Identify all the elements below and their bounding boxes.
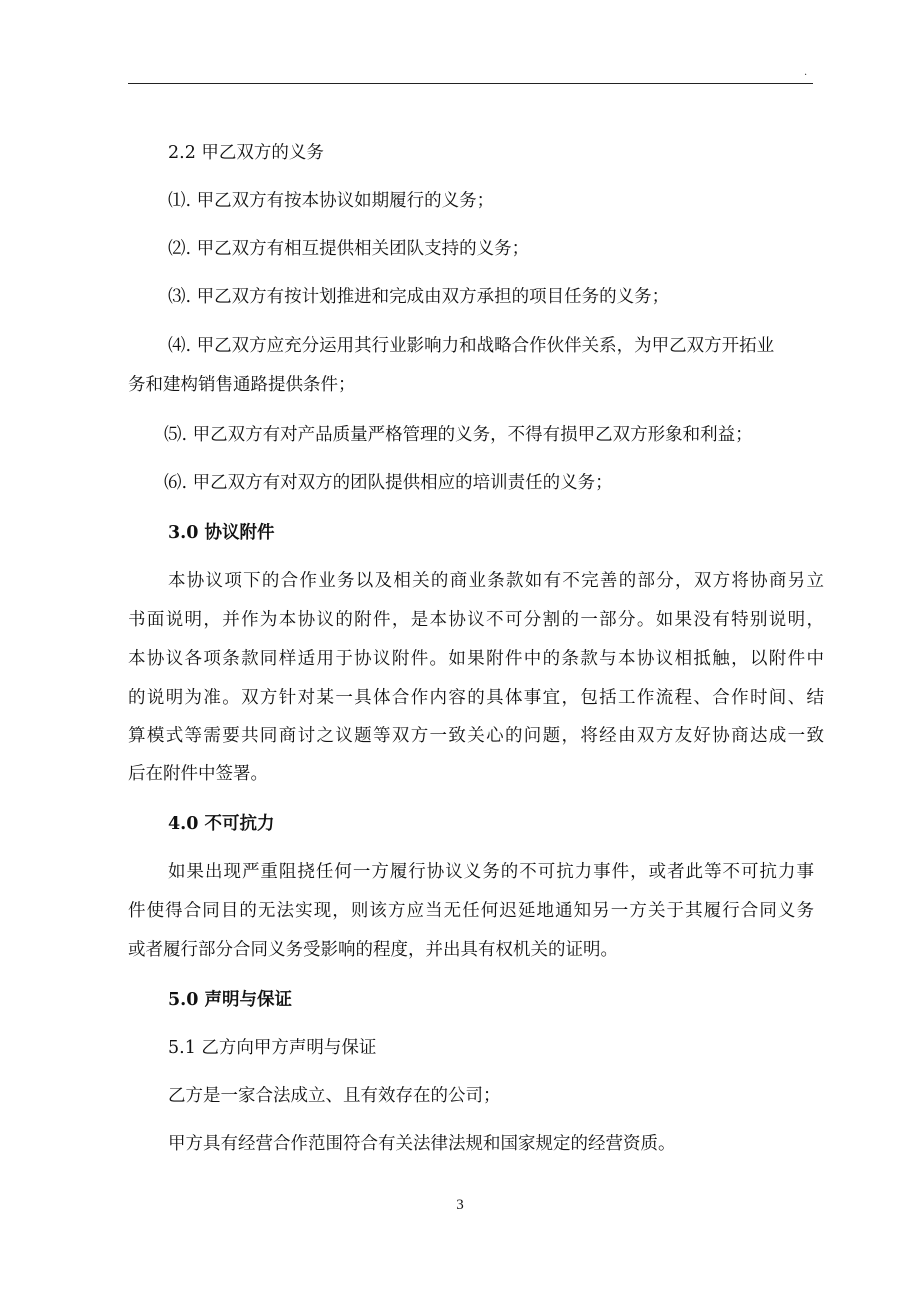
obligation-item-3: ⑶. 甲乙双方有按计划推进和完成由双方承担的项目任务的义务；: [168, 287, 670, 307]
attachment-paragraph-line-5: 算模式等需要共同商讨之议题等双方一致关心的问题，将经由双方友好协商达成一致: [128, 726, 824, 746]
attachment-paragraph-line-1: 本协议项下的合作业务以及相关的商业条款如有不完善的部分，双方将协商另立: [168, 571, 824, 591]
section-4-title: 4.0 不可抗力: [168, 814, 275, 834]
obligation-item-5: ⑸. 甲乙双方有对产品质量严格管理的义务，不得有损甲乙双方形象和利益；: [164, 425, 753, 445]
header-mark: .: [804, 67, 808, 78]
obligation-item-6: ⑹. 甲乙双方有对双方的团队提供相应的培训责任的义务；: [164, 473, 613, 493]
section-2-2-title: 2.2 甲乙双方的义务: [168, 143, 324, 163]
attachment-paragraph-line-3: 本协议各项条款同样适用于协议附件。如果附件中的条款与本协议相抵触，以附件中: [128, 649, 824, 669]
force-majeure-line-2: 件使得合同目的无法实现，则该方应当无任何迟延地通知另一方关于其履行合同义务: [128, 901, 814, 921]
obligation-item-2: ⑵. 甲乙双方有相互提供相关团队支持的义务；: [168, 239, 530, 259]
force-majeure-line-1: 如果出现严重阻挠任何一方履行协议义务的不可抗力事件，或者此等不可抗力事: [168, 862, 814, 882]
header-rule: [128, 83, 813, 84]
obligation-item-4-line-2: 务和建构销售通路提供条件；: [128, 375, 356, 395]
declaration-item-2: 甲方具有经营合作范围符合有关法律法规和国家规定的经营资质。: [168, 1134, 676, 1154]
section-5-title: 5.0 声明与保证: [168, 990, 293, 1010]
obligation-item-4-line-1: ⑷. 甲乙双方应充分运用其行业影响力和战略合作伙伴关系，为甲乙双方开拓业: [168, 336, 775, 356]
attachment-paragraph-line-4: 的说明为准。双方针对某一具体合作内容的具体事宜，包括工作流程、合作时间、结: [128, 688, 824, 708]
section-3-title: 3.0 协议附件: [168, 523, 275, 543]
attachment-paragraph-line-2: 书面说明，并作为本协议的附件，是本协议不可分割的一部分。如果没有特别说明，: [128, 610, 824, 630]
attachment-paragraph-line-6: 后在附件中签署。: [128, 764, 268, 784]
section-5-1-title: 5.1 乙方向甲方声明与保证: [168, 1038, 377, 1058]
obligation-item-1: ⑴. 甲乙双方有按本协议如期履行的义务；: [168, 191, 495, 211]
declaration-item-1: 乙方是一家合法成立、且有效存在的公司；: [168, 1086, 501, 1106]
force-majeure-line-3: 或者履行部分合同义务受影响的程度，并出具有权机关的证明。: [128, 940, 618, 960]
page-number: 3: [456, 1197, 464, 1213]
